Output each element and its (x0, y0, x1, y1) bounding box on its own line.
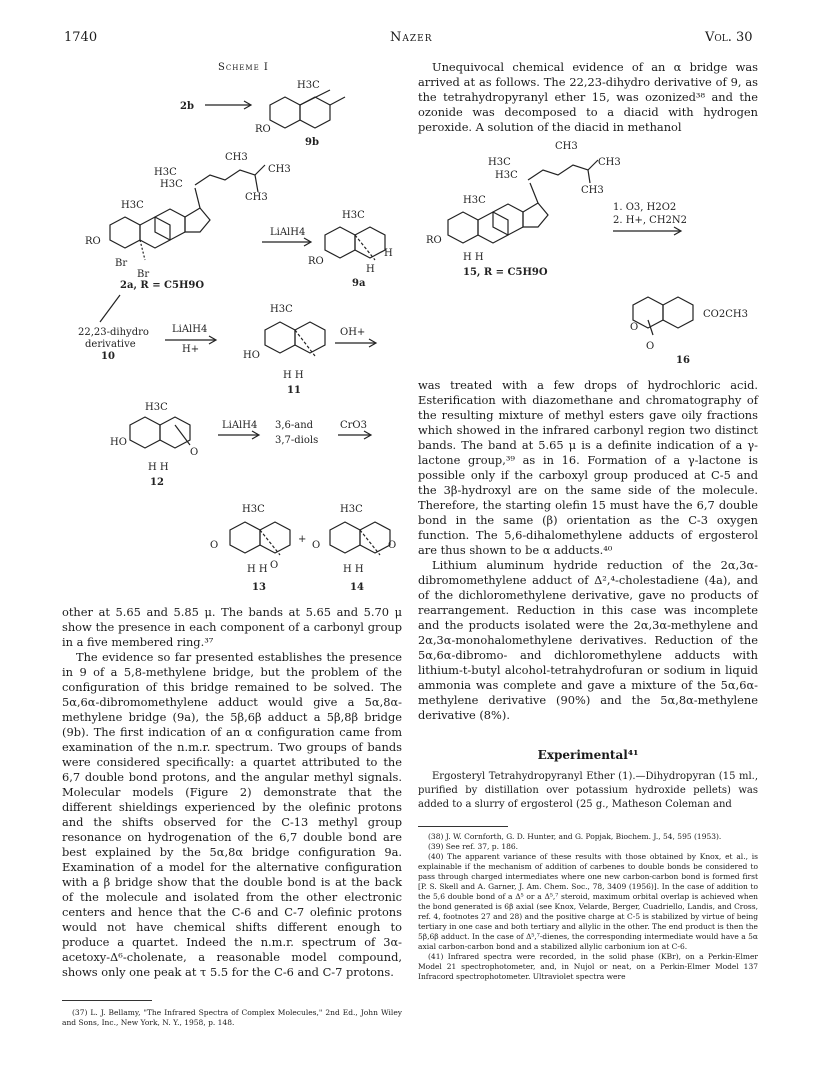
group-ch3: CH3 (268, 164, 291, 175)
group-hh: H H (343, 564, 364, 575)
bond-2a (195, 188, 200, 208)
reagent-lialh4: LiAlH4 (222, 420, 258, 431)
bond-2a (140, 240, 145, 260)
footnote-40: (40) The apparent variance of these results with those obtained by Knox, et al., is explainable if the mechanism of addition of carbenes to double bonds be considered to pass through charged intermediates where one new carbon-carbon bond is formed first [P. S. Skell and A. Garner, J. Am. Chem. Soc., 78, 3409 (1956)]. In the case of addition to the 5,6 double bond of a Δ⁵ or a Δ⁵,⁷ steroid, maximum orbital overlap is achieved when the bond generated is 6β axial (see Knox, Velarde, Berger, Cuadriello, Landis, and Cross, ref. 4, footnotes 27 and 28) and the positive charge at C-5 is stabilized by virtue of being tertiary in one case and both tertiary and allylic in the other. The end product is then the 5β,6β adduct. In the case of Δ⁵,⁷-dienes, the corresponding intermediate would have a 5α axial carbon-carbon bond and a stabilized allylic carbonium ion at C-6. (418, 852, 758, 951)
group-ch3: CH3 (245, 192, 268, 203)
paragraph: was treated with a few drops of hydrochloric acid. Esterification with diazomethane and chromatography of the resulting mixture of methyl esters gave oily fractions which showed in the infrared carbonyl region two distinct bands. The band at 5.65 μ is a definite indication of a γ-lactone group,³⁹ as in 16. Formation of a γ-lactone is possible only if the carboxyl group produced at C-5 and the 3β-hydroxyl are on the same side of the molecule. Therefore, the starting olefin 15 must have the 6,7 double bond in the same (β) orientation as the C-3 oxygen function. The 5,6-dihalomethylene adducts of ergosterol are thus shown to be α adducts.⁴⁰ (418, 378, 758, 557)
group-ro: RO (426, 235, 442, 246)
bridge-9a (355, 235, 375, 260)
group-o: O (388, 540, 397, 551)
right-column-text (418, 378, 758, 723)
group-hh: H H (148, 462, 169, 473)
bridge-13 (260, 530, 280, 555)
group-h3c: H3C (463, 195, 486, 206)
label-10-line1: 22,23-dihydro (78, 327, 149, 338)
group-h3c: H3C (488, 157, 511, 168)
group-br: Br (137, 269, 150, 280)
bridge-11 (295, 330, 315, 356)
group-ho: HO (243, 350, 260, 361)
epoxide-12 (175, 425, 190, 445)
ring-16-b (663, 297, 693, 328)
left-column-text (62, 605, 402, 980)
reagent-oh-plus: OH+ (340, 327, 366, 338)
label-9b: 9b (305, 137, 319, 148)
ring-11-b (295, 322, 325, 353)
reagent-cro3: CrO3 (340, 420, 367, 431)
plus-sign: + (298, 534, 307, 545)
ring-9b-a (270, 97, 300, 128)
ring-2a-d (185, 208, 210, 232)
bond-15 (530, 183, 538, 203)
reagent-diols-line2: 3,7-diols (275, 435, 319, 446)
side-chain-2a (195, 165, 265, 185)
reagent-lialh4: LiAlH4 (172, 324, 208, 335)
ring-12-a (130, 417, 160, 448)
group-o: O (270, 560, 279, 571)
group-h3c: H3C (121, 200, 144, 211)
ring-9a-b (355, 227, 385, 258)
reagent-lialh4: LiAlH4 (270, 227, 306, 238)
group-h3c: H3C (495, 170, 518, 181)
group-o: O (190, 447, 199, 458)
group-ch3: CH3 (555, 141, 578, 152)
footnote-rule (62, 1000, 152, 1001)
group-h3c: H3C (297, 80, 320, 91)
ring-14-b (360, 522, 390, 553)
group-ch3: CH3 (598, 157, 621, 168)
label-10: 10 (101, 351, 115, 362)
footnote-39: (39) See ref. 37, p. 186. (428, 842, 519, 851)
group-h: H (366, 264, 375, 275)
group-ro: RO (255, 124, 271, 135)
label-15: 15, R = C5H9O (463, 267, 548, 278)
group-hh: H H (463, 252, 484, 263)
side-chain-15 (528, 160, 598, 180)
footnote-41: (41) Infrared spectra were recorded, in the solid phase (KBr), on a Perkin-Elmer Model 21 spectrophotometer, and, in Nujol or neat, on a Perkin-Elmer Model 137 Infracord spectrophotometer. Ultraviolet spectra were (418, 952, 758, 981)
group-h3c: H3C (340, 504, 363, 515)
group-h3c: H3C (342, 210, 365, 221)
experimental-heading: Experimental⁴¹ (537, 748, 639, 762)
label-14: 14 (350, 582, 364, 593)
group-hh: H H (247, 564, 268, 575)
group-h3c: H3C (145, 402, 168, 413)
group-hh: H H (283, 370, 304, 381)
right-column-intro (418, 60, 758, 135)
ring-13-a (230, 522, 260, 553)
group-ro: RO (308, 256, 324, 267)
group-h3c: H3C (242, 504, 265, 515)
label-9a: 9a (352, 278, 366, 289)
footnote-rule (418, 826, 508, 827)
group-o: O (312, 540, 321, 551)
ring-2a-a (110, 217, 140, 248)
footnote-38: (38) J. W. Cornforth, G. D. Hunter, and G. Popjak, Biochem. J., 54, 595 (1953). (428, 832, 722, 841)
scheme-title: Scheme I (218, 62, 269, 73)
running-author: Nazer (390, 30, 433, 45)
reagent-ozonolysis-line1: 1. O3, H2O2 (613, 202, 677, 213)
paragraph: other at 5.65 and 5.85 μ. The bands at 5.65 and 5.70 μ show the presence in each component of a carbonyl group in a five membered ring.³⁷ (62, 605, 402, 649)
ring-11-a (265, 322, 295, 353)
reagent-h-plus: H+ (182, 344, 200, 355)
ring-12-b (160, 417, 190, 448)
reagent-ozonolysis-line2: 2. H+, CH2N2 (613, 215, 688, 226)
group-ch3: CH3 (581, 185, 604, 196)
volume-label: Vol. 30 (705, 30, 753, 45)
label-10-line2: derivative (85, 339, 136, 350)
label-12: 12 (150, 477, 164, 488)
label-11: 11 (287, 385, 301, 396)
group-h3c: H3C (154, 167, 177, 178)
group-co2ch3: CO2CH3 (703, 309, 748, 320)
paragraph: Unequivocal chemical evidence of an α bridge was arrived at as follows. The 22,23-dihydro derivative of 9, as the tetrahydropyranyl ether 15, was ozonized³⁸ and the ozonide was decomposed to a diacid with hydrogen peroxide. A solution of the diacid in methanol (418, 60, 758, 134)
group-br: Br (115, 258, 128, 269)
label-16: 16 (676, 355, 690, 366)
right-footnotes (418, 832, 758, 982)
arrow-2a-10 (100, 295, 120, 322)
label-2b: 2b (180, 101, 194, 112)
scheme-15-16 (418, 135, 758, 370)
ring-13-b (260, 522, 290, 553)
group-h3c: H3C (160, 179, 183, 190)
bridge-14 (360, 530, 380, 555)
group-o: O (630, 322, 639, 333)
paragraph: Lithium aluminum hydride reduction of the 2α,3α-dibromomethylene adduct of Δ²,⁴-cholestadiene (4a), and of the dichloromethylene derivative, gave no products of rearrangement. Reduction in this case was incomplete and the products isolated were the 2α,3α-methylene and 2α,3α-monohalomethylene derivatives. Reduction of the 5α,6α-dibromo- and dichloromethylene adducts with lithium-t-butyl alcohol-tetrahydrofuran or sodium in liquid ammonia was complete and gave a mixture of the 5α,6α-methylene derivative (90%) and the 5α,8α-methylene derivative (8%). (418, 558, 758, 722)
bond-15 (588, 170, 590, 183)
ring-15-d (523, 203, 548, 227)
label-2a: 2a, R = C5H9O (120, 280, 205, 291)
group-ro: RO (85, 236, 101, 247)
group-o: O (210, 540, 219, 551)
ring-9b-b (300, 97, 330, 128)
paragraph: The evidence so far presented establishes the presence in 9 of a 5,8-methylene bridge, but the problem of the configuration of this bridge remained to be solved. The 5α,6α-dibromomethylene adduct would give a 5α,8α-methylene bridge (9a), the 5β,6β adduct a 5β,8β bridge (9b). The first indication of an α configuration came from examination of the n.m.r. spectrum. Two groups of bands were considered specifically: a quartet attributed to the 6,7 double bond protons, and the angular methyl signals. Molecular models (Figure 2) demonstrate that the different shieldings experienced by the olefinic protons and the shifts observed for the C-13 methyl group resonance on hydrogenation of the 6,7 double bond are best explained by the 5α,8α bridge configuration 9a. Examination of a model for the alternative configuration with a β bridge show that the double bond is at the back of the molecule and isolated from the other electronic centers and hence that the C-6 and C-7 olefinic protons would not have chemical shifts different enough to produce a quartet. Indeed the n.m.r. spectrum of 3α-acetoxy-Δ⁶-cholenate, a reasonable model compound, shows only one peak at τ 5.5 for the C-6 and C-7 protons. (62, 650, 402, 979)
ring-9a-a (325, 227, 355, 258)
scheme-drawing (0, 60, 400, 660)
bond-9b (330, 97, 345, 105)
group-ch3: CH3 (225, 152, 248, 163)
group-h3c: H3C (270, 304, 293, 315)
group-o: O (646, 341, 655, 352)
ring-15-a (448, 212, 478, 243)
experimental-text: Ergosteryl Tetrahydropyranyl Ether (1).—Dihydropyran (15 ml., purified by distillation over potassium hydroxide pellets) was added to a slurry of ergosterol (25 g., Matheson Coleman and (418, 771, 758, 810)
page-number: 1740 (64, 30, 98, 45)
label-13: 13 (252, 582, 266, 593)
footnote-37: (37) L. J. Bellamy, "The Infrared Spectra of Complex Molecules," 2nd Ed., John Wiley and Sons, Inc., New York, N. Y., 1958, p. 148. (62, 1008, 402, 1027)
group-ho: HO (110, 437, 127, 448)
ring-14-a (330, 522, 360, 553)
bond-2a (255, 175, 258, 192)
group-h: H (384, 248, 393, 259)
reagent-diols-line1: 3,6-and (275, 420, 314, 431)
